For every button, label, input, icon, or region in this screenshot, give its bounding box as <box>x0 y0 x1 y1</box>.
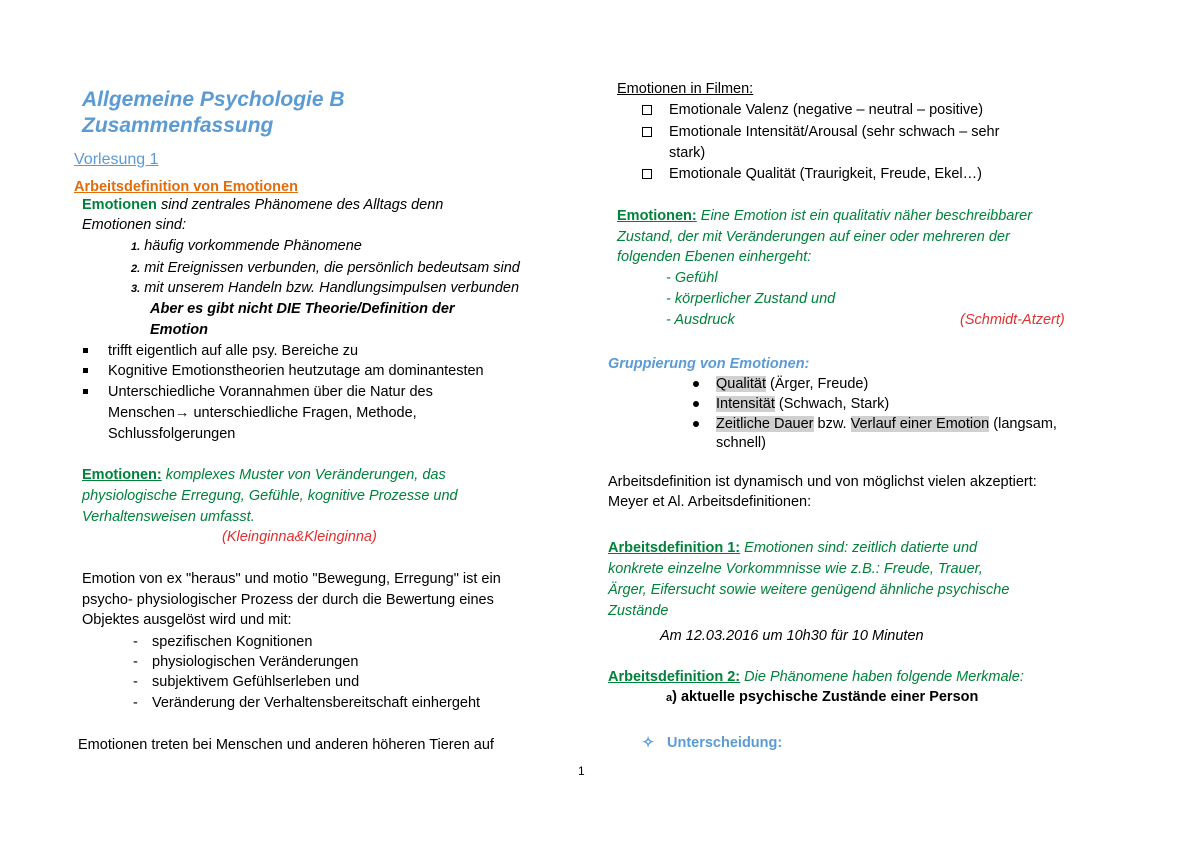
definition2-line-2: Zustand, der mit Veränderungen auf einer oder mehreren der <box>617 229 1010 245</box>
workdef1-label: Arbeitsdefinition 1: <box>608 540 741 556</box>
bullet-dot-icon <box>693 381 699 387</box>
definition2-source: (Schmidt-Atzert) <box>960 312 1065 328</box>
bullet-item: Kognitive Emotionstheorien heutzutage am dominantesten <box>108 363 484 379</box>
definition2-label: Emotionen: <box>617 208 697 224</box>
workdef2-item-a <box>666 688 978 707</box>
grouping-item <box>716 395 889 413</box>
diamond-bullet-icon: ✧ <box>642 735 655 751</box>
workdef1-line-2: konkrete einzelne Vorkommnisse wie z.B.: Freude, Trauer, <box>608 561 983 577</box>
last-line: Emotionen treten bei Menschen und anderen höheren Tieren auf <box>78 737 494 753</box>
workdef2-label: Arbeitsdefinition 2: <box>608 669 741 685</box>
grouping-highlight: Zeitliche Dauer <box>716 416 814 432</box>
films-item: Emotionale Valenz (negative – neutral – positive) <box>669 102 984 118</box>
films-item: Emotionale Qualität (Traurigkeit, Freude, Ekel…) <box>669 166 982 182</box>
dash-item: physiologischen Veränderungen <box>152 654 359 670</box>
films-heading: Emotionen in Filmen: <box>617 81 754 97</box>
item-text: ) aktuelle psychische Zustände einer Person <box>672 689 979 705</box>
definition-line-1 <box>82 466 446 484</box>
title-line-1: Allgemeine Psychologie B <box>82 88 345 111</box>
etymology-line-2: psycho- physiologischer Prozess der durch die Bewertung eines <box>82 592 494 608</box>
bullet-item-cont <box>108 404 417 422</box>
bullet-item: trifft eigentlich auf alle psy. Bereiche zu <box>108 343 359 359</box>
films-item: Emotionale Intensität/Arousal (sehr schwach – sehr <box>669 124 1000 140</box>
level-item: - Gefühl <box>666 270 718 286</box>
definition2-line-1 <box>617 207 1032 225</box>
definition-text: komplexes Muster von Veränderungen, das <box>165 467 446 483</box>
dynamic-line-1: Arbeitsdefinition ist dynamisch und von möglichst vielen akzeptiert: <box>608 474 1037 490</box>
numbered-item <box>131 237 362 256</box>
bullet-item: Unterschiedliche Vorannahmen über die Natur des <box>108 384 433 400</box>
page-number: 1 <box>578 764 585 778</box>
etymology-line-1: Emotion von ex "heraus" und motio "Bewegung, Erregung" ist ein <box>82 571 501 587</box>
grouping-heading: Gruppierung von Emotionen: <box>608 356 810 372</box>
grouping-text: bzw. <box>813 416 851 432</box>
item-letter: a <box>666 692 673 704</box>
bullet-text: Menschen <box>108 405 175 421</box>
grouping-text: (langsam, <box>989 416 1057 432</box>
checkbox-square-icon <box>642 127 652 137</box>
dash-bullet: - <box>133 674 138 690</box>
bullet-text: unterschiedliche Fragen, Methode, <box>193 405 417 421</box>
workdef2-line-1 <box>608 668 1024 686</box>
level-item: - körperlicher Zustand und <box>666 291 836 307</box>
grouping-text: (Ärger, Freude) <box>765 376 869 392</box>
distinction-heading: Unterscheidung: <box>667 735 783 751</box>
square-bullet-icon <box>83 348 88 353</box>
workdef1-line-4: Zustände <box>608 603 669 619</box>
caveat-line-2: Emotion <box>150 322 208 338</box>
workdef2-text: Die Phänomene haben folgende Merkmale: <box>744 669 1024 685</box>
definition-line-3: Verhaltensweisen umfasst. <box>82 509 255 525</box>
definition2-line-3: folgenden Ebenen einhergeht: <box>617 249 812 265</box>
grouping-item <box>716 415 1057 433</box>
etymology-line-3: Objektes ausgelöst wird und mit: <box>82 612 292 628</box>
workdef1-line-3: Ärger, Eifersucht sowie weitere genügend ähnliche psychische <box>608 582 1010 598</box>
lecture-heading: Vorlesung 1 <box>74 151 159 168</box>
section-heading: Arbeitsdefinition von Emotionen <box>74 179 298 195</box>
grouping-item-cont: schnell) <box>716 435 766 451</box>
intro-bold: Emotionen <box>82 197 157 213</box>
bullet-item-cont: Schlussfolgerungen <box>108 426 236 442</box>
definition-source: (Kleinginna&Kleinginna) <box>222 529 377 545</box>
grouping-highlight: Intensität <box>716 396 775 412</box>
grouping-highlight: Qualität <box>716 376 766 392</box>
dynamic-line-2: Meyer et Al. Arbeitsdefinitionen: <box>608 494 812 510</box>
dash-item: Veränderung der Verhaltensbereitschaft einhergeht <box>152 695 481 711</box>
item-number: 3. <box>131 283 141 295</box>
dash-item: spezifischen Kognitionen <box>152 634 313 650</box>
definition2-text: Eine Emotion ist ein qualitativ näher beschreibbarer <box>700 208 1033 224</box>
grouping-text: (Schwach, Stark) <box>774 396 890 412</box>
numbered-item <box>131 279 519 298</box>
arrow-right-icon: → <box>174 405 190 421</box>
dash-bullet: - <box>133 695 138 711</box>
item-number: 2. <box>131 263 141 275</box>
intro-line-2: Emotionen sind: <box>82 217 186 233</box>
square-bullet-icon <box>83 389 88 394</box>
films-item-cont: stark) <box>669 145 706 161</box>
checkbox-square-icon <box>642 169 652 179</box>
definition-line-2: physiologische Erregung, Gefühle, kognitive Prozesse und <box>82 488 458 504</box>
dash-bullet: - <box>133 634 138 650</box>
workdef1-example: Am 12.03.2016 um 10h30 für 10 Minuten <box>660 628 924 644</box>
intro-line-1 <box>82 196 443 214</box>
intro-rest: sind zentrales Phänomene des Alltags denn <box>160 197 444 213</box>
square-bullet-icon <box>83 368 88 373</box>
numbered-item <box>131 259 520 278</box>
level-item: - Ausdruck <box>666 312 735 328</box>
workdef1-line-1 <box>608 539 977 557</box>
bullet-dot-icon <box>693 421 699 427</box>
definition-label: Emotionen: <box>82 467 162 483</box>
item-number: 1. <box>131 241 141 253</box>
title-line-2: Zusammenfassung <box>82 114 274 137</box>
grouping-highlight: Verlauf einer Emotion <box>850 416 990 432</box>
bullet-dot-icon <box>693 401 699 407</box>
dash-bullet: - <box>133 654 138 670</box>
item-text: mit unserem Handeln bzw. Handlungsimpulsen verbunden <box>144 280 520 296</box>
caveat-line-1: Aber es gibt nicht DIE Theorie/Definition der <box>150 301 455 317</box>
checkbox-square-icon <box>642 105 652 115</box>
item-text: mit Ereignissen verbunden, die persönlich bedeutsam sind <box>144 260 520 276</box>
dash-item: subjektivem Gefühlserleben und <box>152 674 360 690</box>
workdef1-text: Emotionen sind: zeitlich datierte und <box>744 540 978 556</box>
item-text: häufig vorkommende Phänomene <box>144 238 362 254</box>
grouping-item <box>716 375 868 393</box>
